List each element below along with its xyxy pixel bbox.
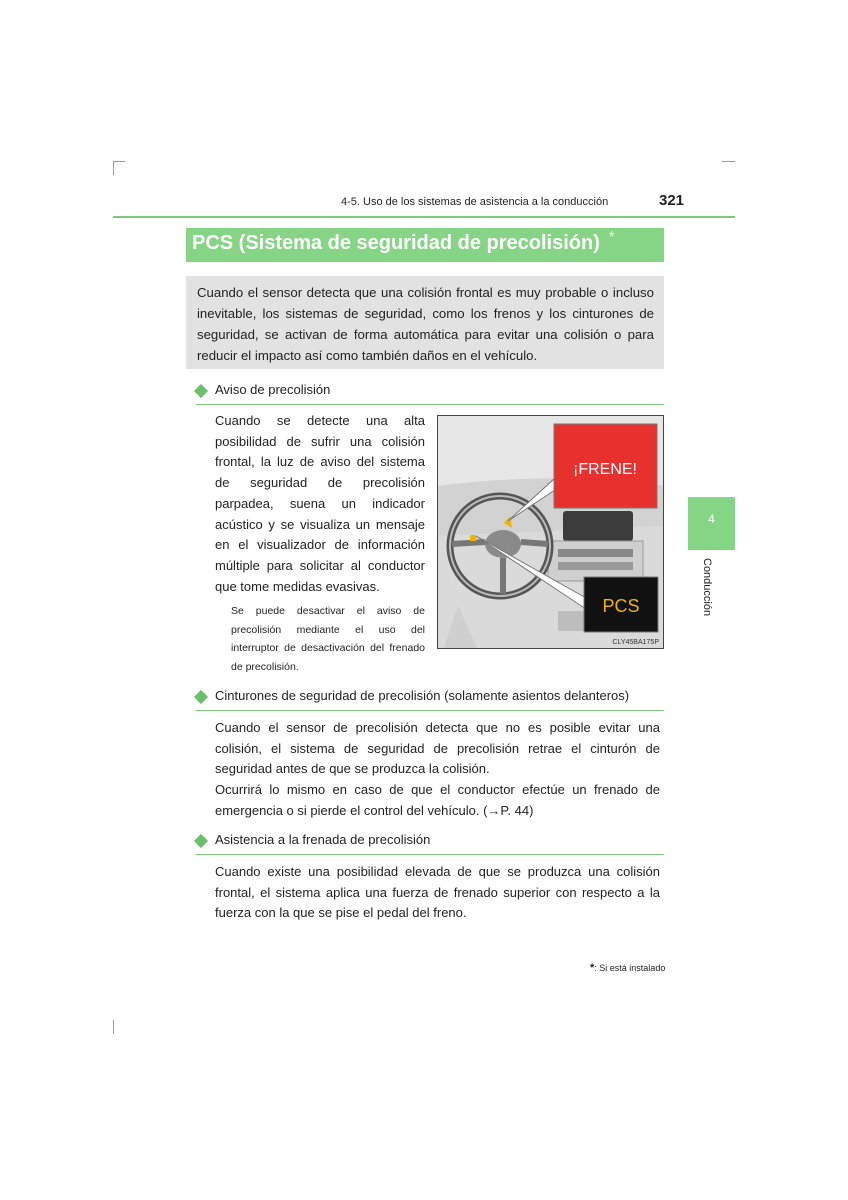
footnote [590, 962, 665, 974]
section-title: PCS (Sistema de seguridad de precolisión) [192, 232, 600, 254]
subsection-title: Asistencia a la frenada de precolisión [215, 832, 431, 847]
subsection-heading-cinturones [196, 687, 664, 711]
aviso-body-text: Cuando se detecte una alta posibilidad de sufrir una colisión frontal, la luz de aviso del sistema de seguridad de precolisión parpadea, suena un indicador acústico y se visualiza un mensaje en el visualizador de información múltiple para solicitar al conductor que tome medidas evasivas. [215, 413, 425, 594]
footnote-marker: * [590, 962, 595, 974]
intro-box [186, 276, 664, 369]
asistencia-body-text: Cuando existe una posibilidad elevada de que se produzca una colisión frontal, el sistema aplica una fuerza de frenado superior con respecto a la fuerza con la que se pise el pedal del freno. [215, 864, 660, 921]
crop-mark-bottom-left-v [113, 1020, 114, 1034]
chapter-number: 4 [708, 512, 715, 526]
figure-warning-text: ¡FRENE! [573, 461, 637, 478]
running-header [113, 192, 735, 218]
diamond-bullet-icon [194, 690, 208, 704]
diamond-bullet-icon [194, 384, 208, 398]
page-number: 321 [659, 192, 685, 209]
cinturones-body [215, 718, 660, 822]
aviso-body [215, 411, 425, 597]
subsection-title: Cinturones de seguridad de precolisión (solamente asientos delanteros) [215, 688, 630, 703]
subsection-title: Aviso de precolisión [215, 382, 331, 397]
crop-mark-top-left-h [113, 161, 125, 162]
aviso-note: Se puede desactivar el aviso de precolisión mediante el uso del interruptor de desactivación del frenado de precolisión. [231, 605, 425, 674]
crop-mark-top-left-v [113, 161, 114, 175]
subsection-heading-aviso [196, 381, 664, 405]
intro-text: Cuando el sensor detecta que una colisión frontal es muy probable o incluso inevitable, los sistemas de seguridad, como los frenos y los cinturones de seguridad, se activan de forma automática para evitar una colisión o para reducir el impacto así como también daños en el vehículo. [197, 285, 654, 363]
subsection-heading-asistencia [196, 831, 664, 855]
cinturones-body-text-2: Ocurrirá lo mismo en caso de que el conductor efectúe un frenado de emergencia o si pierde el control del vehículo. (→P. 44) [215, 782, 660, 818]
pcs-illustration [437, 415, 664, 649]
diamond-bullet-icon [194, 834, 208, 848]
running-title: 4-5. Uso de los sistemas de asistencia a la conducción [341, 196, 609, 208]
figure-indicator-text: PCS [602, 596, 640, 616]
cinturones-body-text: Cuando el sensor de precolisión detecta que no es posible evitar una colisión, el sistema de seguridad de precolisión retrae el cinturón de seguridad antes de que se produzca la colisión. [215, 720, 660, 777]
dashboard-drawing [438, 416, 664, 649]
section-title-marker: * [609, 228, 615, 244]
asistencia-body [215, 862, 660, 924]
chapter-label: Conducción [701, 558, 713, 617]
section-banner [186, 228, 664, 262]
crop-mark-top-right-h [722, 161, 735, 162]
figure-code: CLY45BA175P [612, 639, 659, 646]
footnote-text: : Si está instalado [594, 963, 666, 973]
chapter-tab [688, 497, 735, 550]
